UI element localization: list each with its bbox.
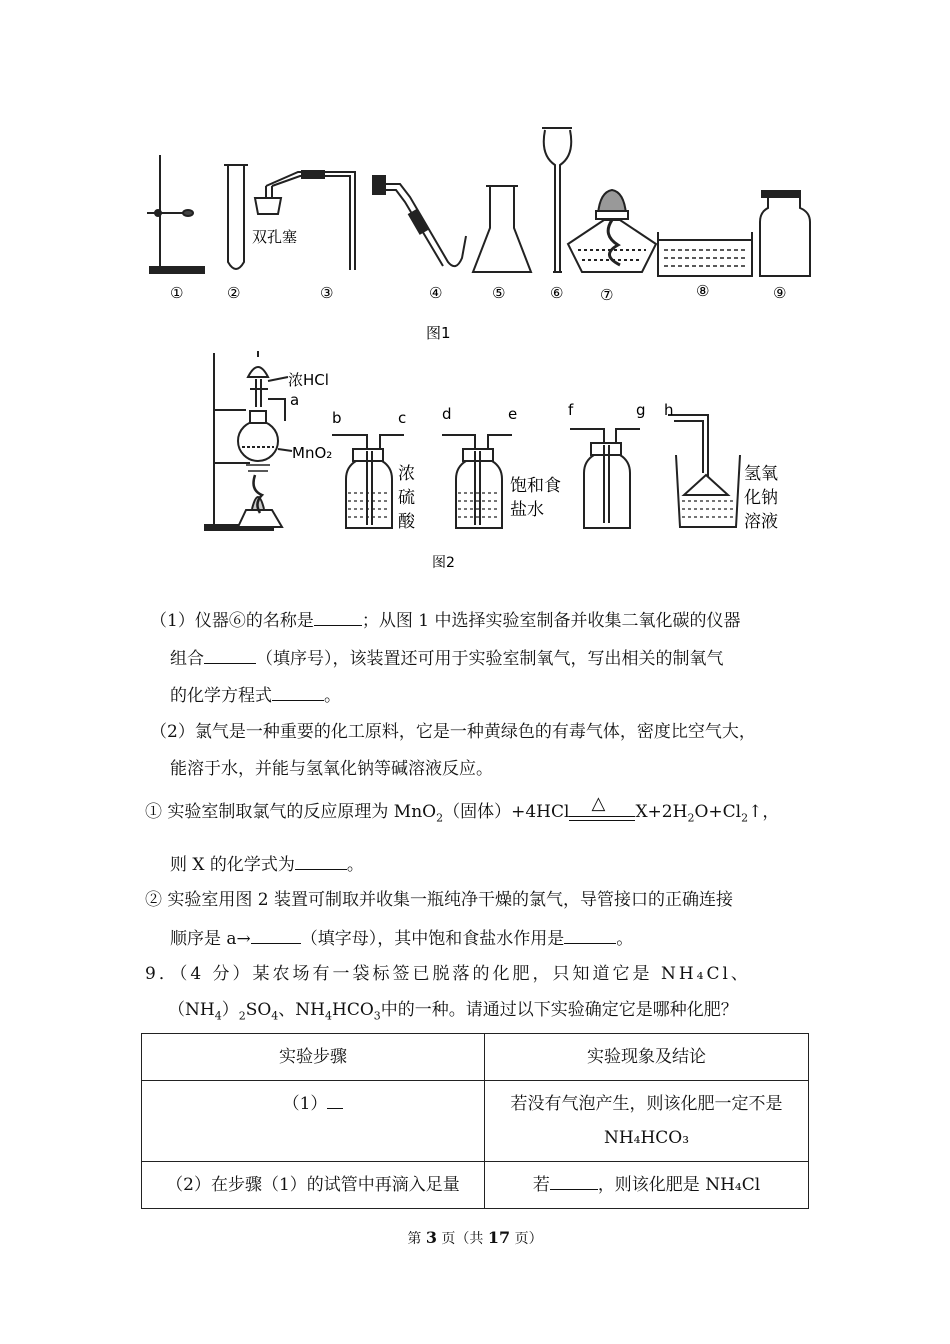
q2-line-2: 能溶于水，并能与氢氧化钠等碱溶液反应。	[170, 759, 493, 779]
p2-text-a: 顺序是 a→	[170, 929, 251, 949]
x-blank	[295, 853, 347, 870]
footer-mid: 页（共	[436, 1231, 488, 1247]
q9-l2-d: 、NH	[278, 1000, 325, 1020]
q9-l2-s2: 2	[238, 1009, 246, 1023]
row2-result-a: 若	[532, 1175, 550, 1195]
x-text-a: 则 X 的化学式为	[170, 855, 295, 875]
label-e: e	[508, 405, 518, 423]
q2-x-line	[170, 853, 364, 876]
label-naoh-3: 溶液	[744, 512, 778, 532]
q9-l2-f: 中的一种。请通过以下实验确定它是哪种化肥？	[380, 1000, 738, 1020]
eq-prefix: ① 实验室制取氯气的反应原理为 MnO	[145, 802, 437, 822]
iron-stand-1	[147, 155, 204, 273]
row2-result	[485, 1162, 809, 1209]
q9-l2-s4: 4	[325, 1009, 332, 1023]
q1-text-d: （填序号），该装置还可用于实验室制氧气，写出相关的制氧气	[256, 649, 724, 669]
table-row	[142, 1081, 809, 1162]
label-brine-1: 饱和食	[510, 476, 561, 496]
row1-blank	[327, 1094, 343, 1109]
label-6: ⑥	[550, 284, 564, 302]
label-g: g	[636, 401, 646, 419]
q2-part2-line-1: ② 实验室用图 2 装置可制取并收集一瓶纯净干燥的氯气，导管接口的正确连接	[145, 890, 734, 910]
label-a: a	[290, 391, 300, 409]
label-f: f	[568, 401, 574, 419]
delta-sign: △	[591, 793, 606, 815]
label-b: b	[332, 409, 342, 427]
test-tube-2	[224, 165, 248, 269]
q2-line-1: （2）氯气是一种重要的化工原料，它是一种黄绿色的有毒气体，密度比空气大，	[150, 722, 756, 742]
row2-step: （2）在步骤（1）的试管中再滴入足量	[142, 1162, 485, 1209]
label-3: ③	[320, 284, 334, 302]
label-8: ⑧	[696, 282, 710, 300]
p2-text-c: 。	[616, 929, 634, 949]
eq-right-1: X+2H	[635, 802, 688, 822]
q2-part2-line-2	[170, 927, 633, 950]
label-d: d	[442, 405, 452, 423]
label-h: h	[664, 401, 674, 419]
gas-jar-9	[760, 191, 810, 276]
row1-result	[485, 1081, 809, 1162]
row2-result-b: ，则该化肥是 NH₄Cl	[597, 1175, 761, 1195]
table-row	[142, 1162, 809, 1209]
label-9: ⑨	[773, 284, 787, 302]
table-header-row	[142, 1034, 809, 1081]
footer-page-number: 3	[425, 1228, 437, 1247]
q1-blank-3	[272, 684, 324, 701]
figure-1-apparatus	[0, 0, 950, 345]
label-1: ①	[170, 284, 184, 302]
header-result: 实验现象及结论	[485, 1034, 809, 1081]
footer-prefix: 第	[407, 1231, 426, 1247]
q2-equation	[145, 793, 780, 829]
q1-line-3	[170, 684, 341, 707]
q9-line-1: 9．（4 分）某农场有一袋标签已脱落的化肥，只知道它是 NH₄Cl、	[145, 964, 751, 984]
label-brine-2: 盐水	[510, 500, 544, 520]
label-naoh-2: 化钠	[744, 488, 778, 508]
q9-line-2	[168, 999, 738, 1027]
label-acid-2: 硫	[398, 488, 415, 508]
long-funnel-6	[542, 128, 572, 272]
q1-blank-2	[204, 647, 256, 664]
stopper-label: 双孔塞	[252, 228, 298, 246]
water-trough-8	[658, 232, 752, 276]
q1-text-f: 。	[324, 686, 341, 706]
row1-result-a: 若没有气泡产生，则该化肥一定不是	[510, 1094, 783, 1114]
eq-sub-1: 2	[436, 811, 444, 825]
q1-text-a: （1）仪器⑥的名称是	[150, 611, 314, 631]
x-text-b: 。	[346, 855, 364, 875]
q1-text-c: 组合	[170, 649, 204, 669]
conical-flask-5	[473, 186, 531, 272]
label-naoh-1: 氢氧	[744, 464, 778, 484]
label-4: ④	[429, 284, 443, 302]
figure-2-caption: 图2	[432, 555, 455, 571]
label-2: ②	[227, 284, 241, 302]
figure-2-apparatus	[0, 345, 950, 580]
label-5: ⑤	[492, 284, 506, 302]
q9-l2-s1: 4	[214, 1009, 222, 1023]
eq-right-2: O+Cl	[694, 802, 742, 822]
eq-sub-2: 2	[687, 811, 695, 825]
page-footer	[0, 1228, 950, 1248]
q1-text-e: 的化学方程式	[170, 686, 272, 706]
p2-blank-1	[251, 927, 301, 944]
q9-l2-a: （NH	[168, 1000, 215, 1020]
eq-right-3: ↑，	[748, 802, 780, 822]
label-acid-1: 浓	[398, 464, 415, 484]
q9-l2-s5: 3	[373, 1009, 381, 1023]
label-mno2: MnO₂	[292, 444, 333, 462]
label-c: c	[398, 409, 407, 427]
row1-step	[142, 1081, 485, 1162]
label-hcl: 浓HCl	[288, 371, 329, 389]
label-acid-3: 酸	[398, 512, 415, 532]
q9-l2-e: HCO	[332, 1000, 374, 1020]
footer-total-pages: 17	[487, 1228, 511, 1247]
header-step: 实验步骤	[142, 1034, 485, 1081]
row1-step-text: （1）	[282, 1094, 328, 1114]
experiment-table	[141, 1033, 809, 1209]
eq-sub-3: 2	[741, 811, 749, 825]
q9-l2-b: ）	[221, 1000, 239, 1020]
q1-blank-1	[314, 609, 362, 626]
eq-mid: （固体）+4HCl	[443, 802, 570, 822]
p2-text-b: （填字母），其中饱和食盐水作用是	[300, 929, 565, 949]
p2-blank-2	[564, 927, 616, 944]
alcohol-lamp-7	[568, 190, 656, 272]
q1-text-b: ；从图 1 中选择实验室制备并收集二氧化碳的仪器	[361, 611, 741, 631]
q1-line-2	[170, 647, 724, 670]
q1-line-1	[150, 609, 740, 632]
bent-tube-4	[373, 176, 466, 266]
row2-blank	[550, 1173, 598, 1190]
label-7: ⑦	[600, 286, 614, 304]
stopper-tube-3	[255, 171, 355, 270]
footer-suffix: 页）	[510, 1231, 543, 1247]
row1-result-b: NH₄HCO₃	[603, 1128, 690, 1148]
q9-l2-s3: 4	[271, 1009, 279, 1023]
figure-1-caption: 图1	[426, 324, 451, 342]
q9-l2-c: SO	[245, 1000, 272, 1020]
eq-arrow	[569, 793, 635, 829]
